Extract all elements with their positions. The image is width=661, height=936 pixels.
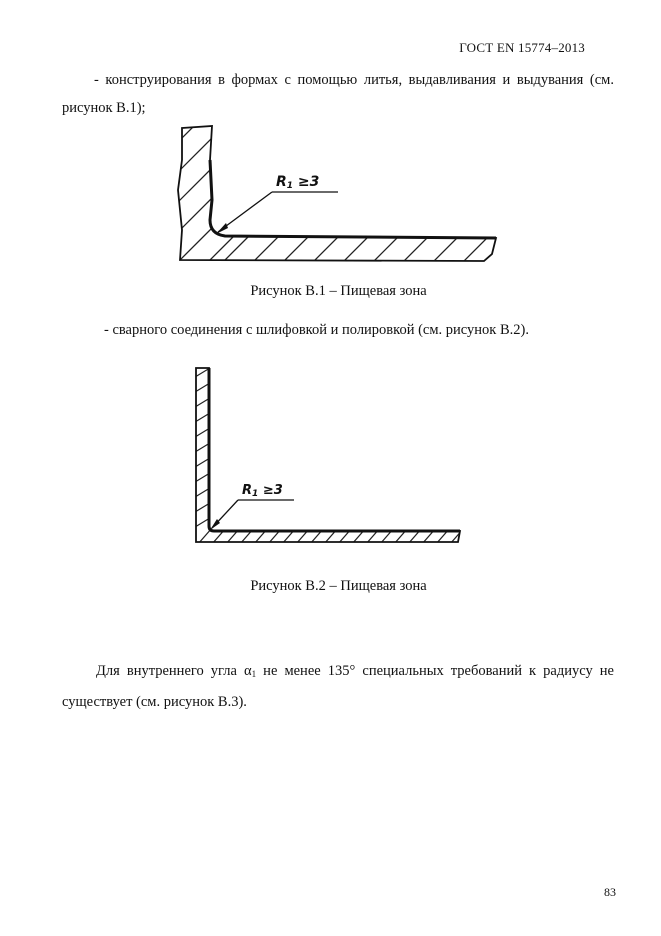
figure-b2-caption: Рисунок В.2 – Пищевая зона (250, 578, 427, 594)
figure-b2-radius-symbol: R (242, 483, 253, 498)
alpha-symbol: α (244, 663, 252, 679)
page-number: 83 (604, 885, 616, 899)
figure-b1-radius-label (276, 174, 319, 191)
figure-b1-caption: Рисунок В.1 – Пищевая зона (250, 283, 427, 299)
paragraph-internal-angle (62, 657, 614, 716)
figure-b1-radius-value: ≥3 (297, 174, 320, 190)
figure-b2-radius-value: ≥3 (262, 483, 283, 498)
paragraph-welded: - сварного соединения с шлифовкой и полировкой (см. рисунок В.2). (104, 322, 529, 338)
paragraph-internal-angle-end: не менее 135° специальных требований к радиусу не существует (см. рисунок В.3). (62, 663, 614, 710)
figure-b2-drawing (190, 360, 470, 550)
figure-b1-drawing (170, 120, 510, 270)
figure-b2-radius-subscript: 1 (252, 489, 259, 499)
figure-b2-radius-label (242, 483, 283, 499)
paragraph-casting: - конструирования в формах с помощью литья, выдавливания и выдувания (см. рисунок В.1); (62, 72, 614, 116)
figure-b1-radius-subscript: 1 (286, 181, 294, 191)
figure-b1-radius-symbol: R (276, 174, 287, 190)
paragraph-internal-angle-start: Для внутреннего угла (96, 663, 244, 679)
alpha-subscript: 1 (251, 669, 257, 679)
document-code-header: ГОСТ EN 15774–2013 (459, 40, 585, 55)
